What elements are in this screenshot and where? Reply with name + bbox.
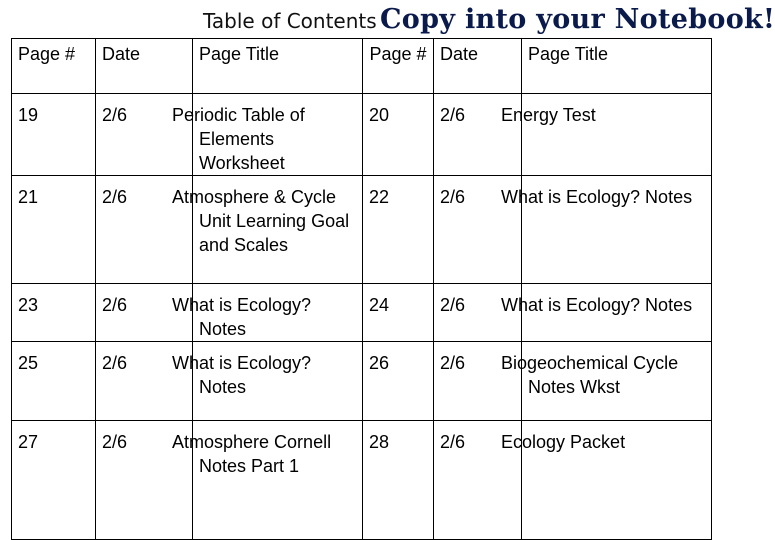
- table-row: [12, 176, 712, 284]
- page-title-cell: Ecology Packet: [522, 421, 712, 540]
- page-number-cell: 25: [12, 342, 96, 421]
- table-row: [12, 94, 712, 176]
- page-number-cell: 23: [12, 284, 96, 342]
- page-title-cell: Atmosphere Cornell Notes Part 1: [193, 421, 363, 540]
- page-title-cell: What is Ecology? Notes: [522, 176, 712, 284]
- table-row: [12, 421, 712, 540]
- date-cell: 2/6: [434, 284, 522, 342]
- page-number-cell: 24: [363, 284, 434, 342]
- page-title: Table of Contents: [203, 9, 377, 33]
- header-page-right: Page #: [363, 39, 434, 94]
- page-title-cell: Periodic Table of Elements Worksheet: [193, 94, 363, 176]
- page-number-cell: 22: [363, 176, 434, 284]
- table-row: [12, 342, 712, 421]
- header-title-right: Page Title: [522, 39, 712, 94]
- page-title-cell: What is Ecology? Notes: [522, 284, 712, 342]
- date-cell: 2/6: [434, 94, 522, 176]
- date-cell: 2/6: [96, 342, 193, 421]
- header-title-left: Page Title: [193, 39, 363, 94]
- page-title-cell: What is Ecology? Notes: [193, 284, 363, 342]
- title-row: [0, 0, 775, 40]
- date-cell: 2/6: [96, 176, 193, 284]
- header-page-left: Page #: [12, 39, 96, 94]
- header-row: [12, 39, 712, 94]
- header-date-left: Date: [96, 39, 193, 94]
- page-number-cell: 28: [363, 421, 434, 540]
- page-title-cell: What is Ecology? Notes: [193, 342, 363, 421]
- page-title-cell: Biogeochemical Cycle Notes Wkst: [522, 342, 712, 421]
- page-number-cell: 20: [363, 94, 434, 176]
- notebook-banner: Copy into your Notebook!: [380, 4, 775, 35]
- date-cell: 2/6: [434, 176, 522, 284]
- date-cell: 2/6: [96, 284, 193, 342]
- date-cell: 2/6: [96, 94, 193, 176]
- page-number-cell: 21: [12, 176, 96, 284]
- header-date-right: Date: [434, 39, 522, 94]
- page-title-cell: Energy Test: [522, 94, 712, 176]
- table-row: [12, 284, 712, 342]
- page-title-cell: Atmosphere & Cycle Unit Learning Goal and Scales: [193, 176, 363, 284]
- page-number-cell: 19: [12, 94, 96, 176]
- date-cell: 2/6: [434, 421, 522, 540]
- date-cell: 2/6: [96, 421, 193, 540]
- page-number-cell: 26: [363, 342, 434, 421]
- page-number-cell: 27: [12, 421, 96, 540]
- table-of-contents: [11, 38, 712, 540]
- date-cell: 2/6: [434, 342, 522, 421]
